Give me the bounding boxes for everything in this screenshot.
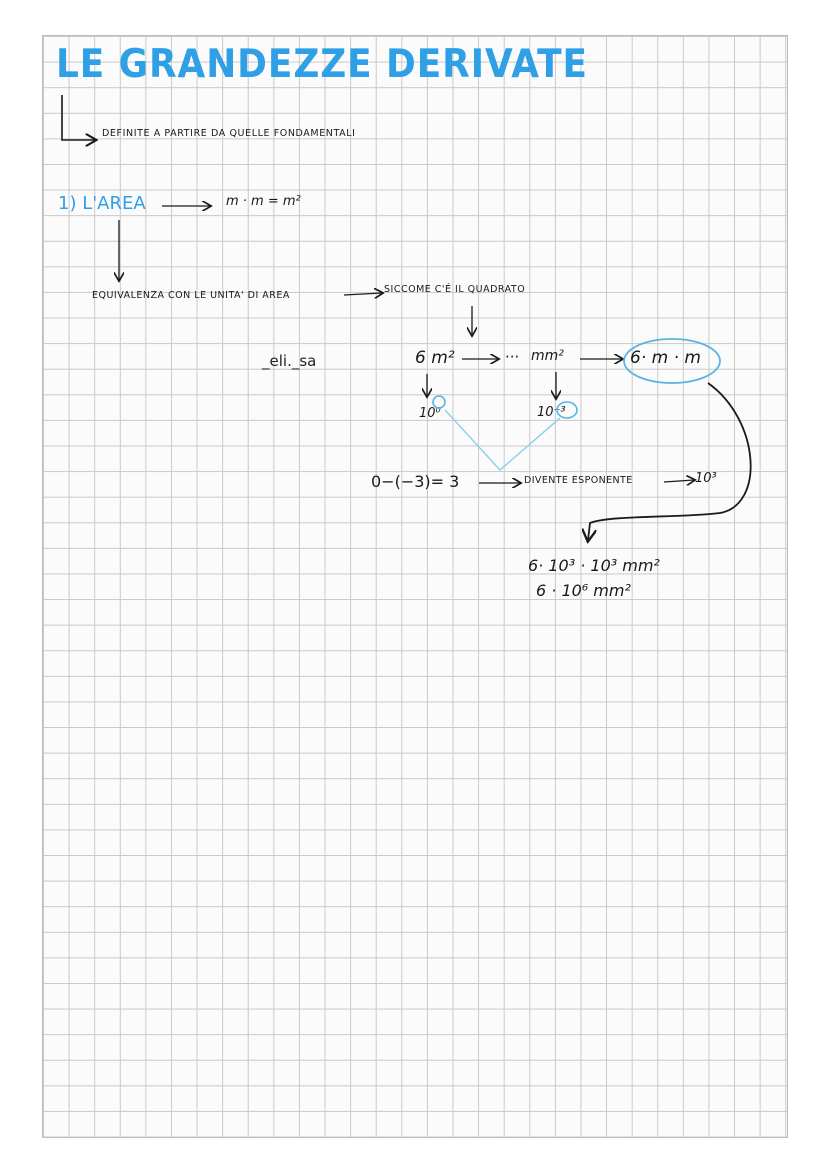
author-signature: _eli._sa <box>262 352 317 370</box>
becomes-arrow <box>664 480 694 482</box>
area-formula: m · m = m² <box>226 194 301 209</box>
expanded-product: 6· m · m <box>630 348 701 368</box>
highlight-circle-minus3 <box>557 402 577 418</box>
page-title: LE GRANDEZZE DERIVATE <box>56 42 588 87</box>
conversion-ellipsis: ··· <box>505 348 520 366</box>
big-curved-arrow <box>588 383 751 540</box>
definition-text: DEFINITE A PARTIRE DA QUELLE FONDAMENTALI <box>102 128 356 139</box>
bracket-arrow <box>62 95 95 140</box>
conversion-to-unit: mm² <box>531 348 564 364</box>
becomes-exponent-value: 10³ <box>695 471 717 486</box>
square-note: SICCOME C'É IL QUADRATO <box>384 284 526 295</box>
result-line-2: 6 · 10⁶ mm² <box>536 581 631 600</box>
section-heading-area: 1) L'AREA <box>58 193 146 214</box>
exponent-calculation: 0−(−3)= 3 <box>371 472 460 491</box>
highlight-circle-expanded <box>624 339 720 383</box>
equivalence-label: EQUIVALENZA CON LE UNITA' DI AREA <box>92 290 290 301</box>
result-line-1: 6· 10³ · 10³ mm² <box>528 556 660 575</box>
power-from: 10⁰ <box>419 406 441 421</box>
becomes-exponent-label: DIVENTE ESPONENTE <box>524 475 633 486</box>
conversion-from-unit: 6 m² <box>415 348 455 368</box>
v-connector <box>445 410 560 470</box>
power-to: 10⁻³ <box>537 405 566 420</box>
highlight-circle-zero <box>433 396 445 408</box>
equivalence-arrow <box>344 293 382 295</box>
